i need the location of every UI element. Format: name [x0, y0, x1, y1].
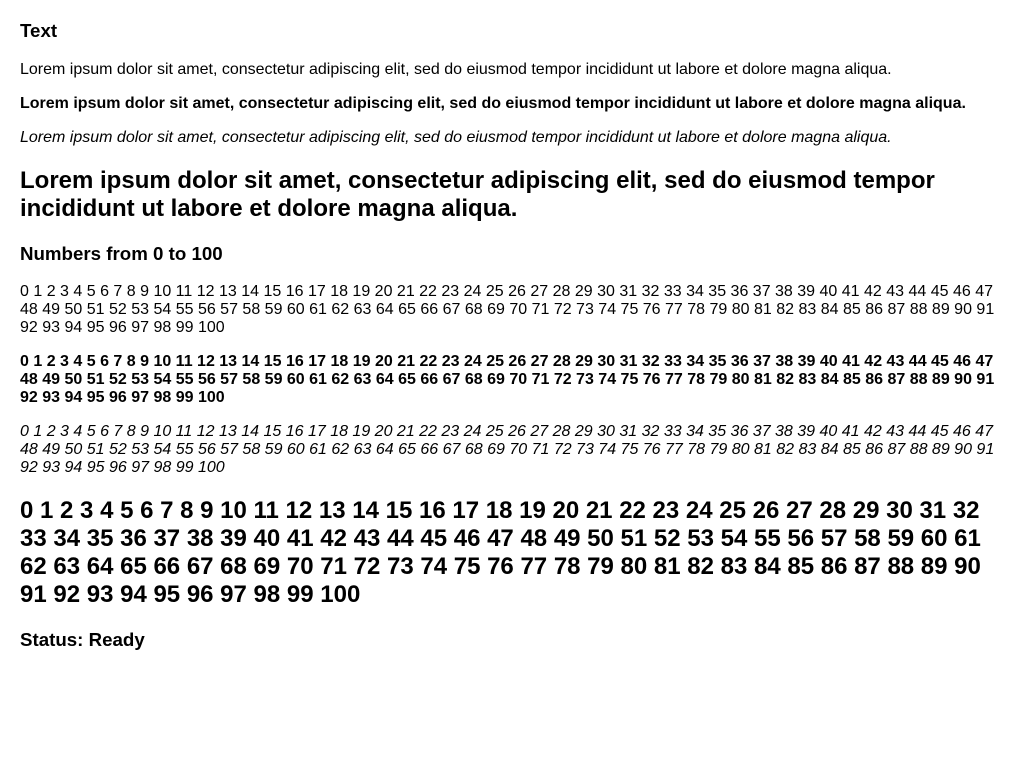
- numbers-section-title: Numbers from 0 to 100: [20, 242, 223, 264]
- status-text: Status: Ready: [20, 629, 145, 651]
- lorem-heading-large: Lorem ipsum dolor sit amet, consectetur adipiscing elit, sed do eiusmod tempor incididunt ut labore et dolore magna aliqua.: [20, 166, 935, 222]
- lorem-paragraph-italic: Lorem ipsum dolor sit amet, consectetur adipiscing elit, sed do eiusmod tempor incididunt ut labore et dolore magna aliqua.: [20, 128, 892, 146]
- page-content: [20, 20, 1004, 651]
- numbers-paragraph-bold: 0 1 2 3 4 5 6 7 8 9 10 11 12 13 14 15 16 17 18 19 20 21 22 23 24 25 26 27 28 29 30 31 32 33 34 35 36 37 38 39 40 41 42 43 44 45 46 47 48 49 50 51 52 53 54 55 56 57 58 59 60 61 62 63 64 65 66 67 68 69 70 71 72 73 74 75 76 77 78 79 80 81 82 83 84 85 86 87 88 89 90 91 92 93 94 95 96 97 98 99 100: [20, 353, 995, 407]
- numbers-paragraph-normal: 0 1 2 3 4 5 6 7 8 9 10 11 12 13 14 15 16 17 18 19 20 21 22 23 24 25 26 27 28 29 30 31 32 33 34 35 36 37 38 39 40 41 42 43 44 45 46 47 48 49 50 51 52 53 54 55 56 57 58 59 60 61 62 63 64 65 66 67 68 69 70 71 72 73 74 75 76 77 78 79 80 81 82 83 84 85 86 87 88 89 90 91 92 93 94 95 96 97 98 99 100: [20, 283, 995, 337]
- lorem-paragraph-normal: Lorem ipsum dolor sit amet, consectetur adipiscing elit, sed do eiusmod tempor incididunt ut labore et dolore magna aliqua.: [20, 60, 892, 78]
- page-title: Text: [20, 20, 58, 41]
- numbers-heading-large: 0 1 2 3 4 5 6 7 8 9 10 11 12 13 14 15 16 17 18 19 20 21 22 23 24 25 26 27 28 29 30 31 32 33 34 35 36 37 38 39 40 41 42 43 44 45 46 47 48 49 50 51 52 53 54 55 56 57 58 59 60 61 62 63 64 65 66 67 68 69 70 71 72 73 74 75 76 77 78 79 80 81 82 83 84 85 86 87 88 89 90 91 92 93 94 95 96 97 98 99 100: [20, 497, 981, 609]
- numbers-paragraph-italic: 0 1 2 3 4 5 6 7 8 9 10 11 12 13 14 15 16 17 18 19 20 21 22 23 24 25 26 27 28 29 30 31 32 33 34 35 36 37 38 39 40 41 42 43 44 45 46 47 48 49 50 51 52 53 54 55 56 57 58 59 60 61 62 63 64 65 66 67 68 69 70 71 72 73 74 75 76 77 78 79 80 81 82 83 84 85 86 87 88 89 90 91 92 93 94 95 96 97 98 99 100: [20, 423, 995, 477]
- lorem-paragraph-bold: Lorem ipsum dolor sit amet, consectetur adipiscing elit, sed do eiusmod tempor incididunt ut labore et dolore magna aliqua.: [20, 94, 966, 112]
